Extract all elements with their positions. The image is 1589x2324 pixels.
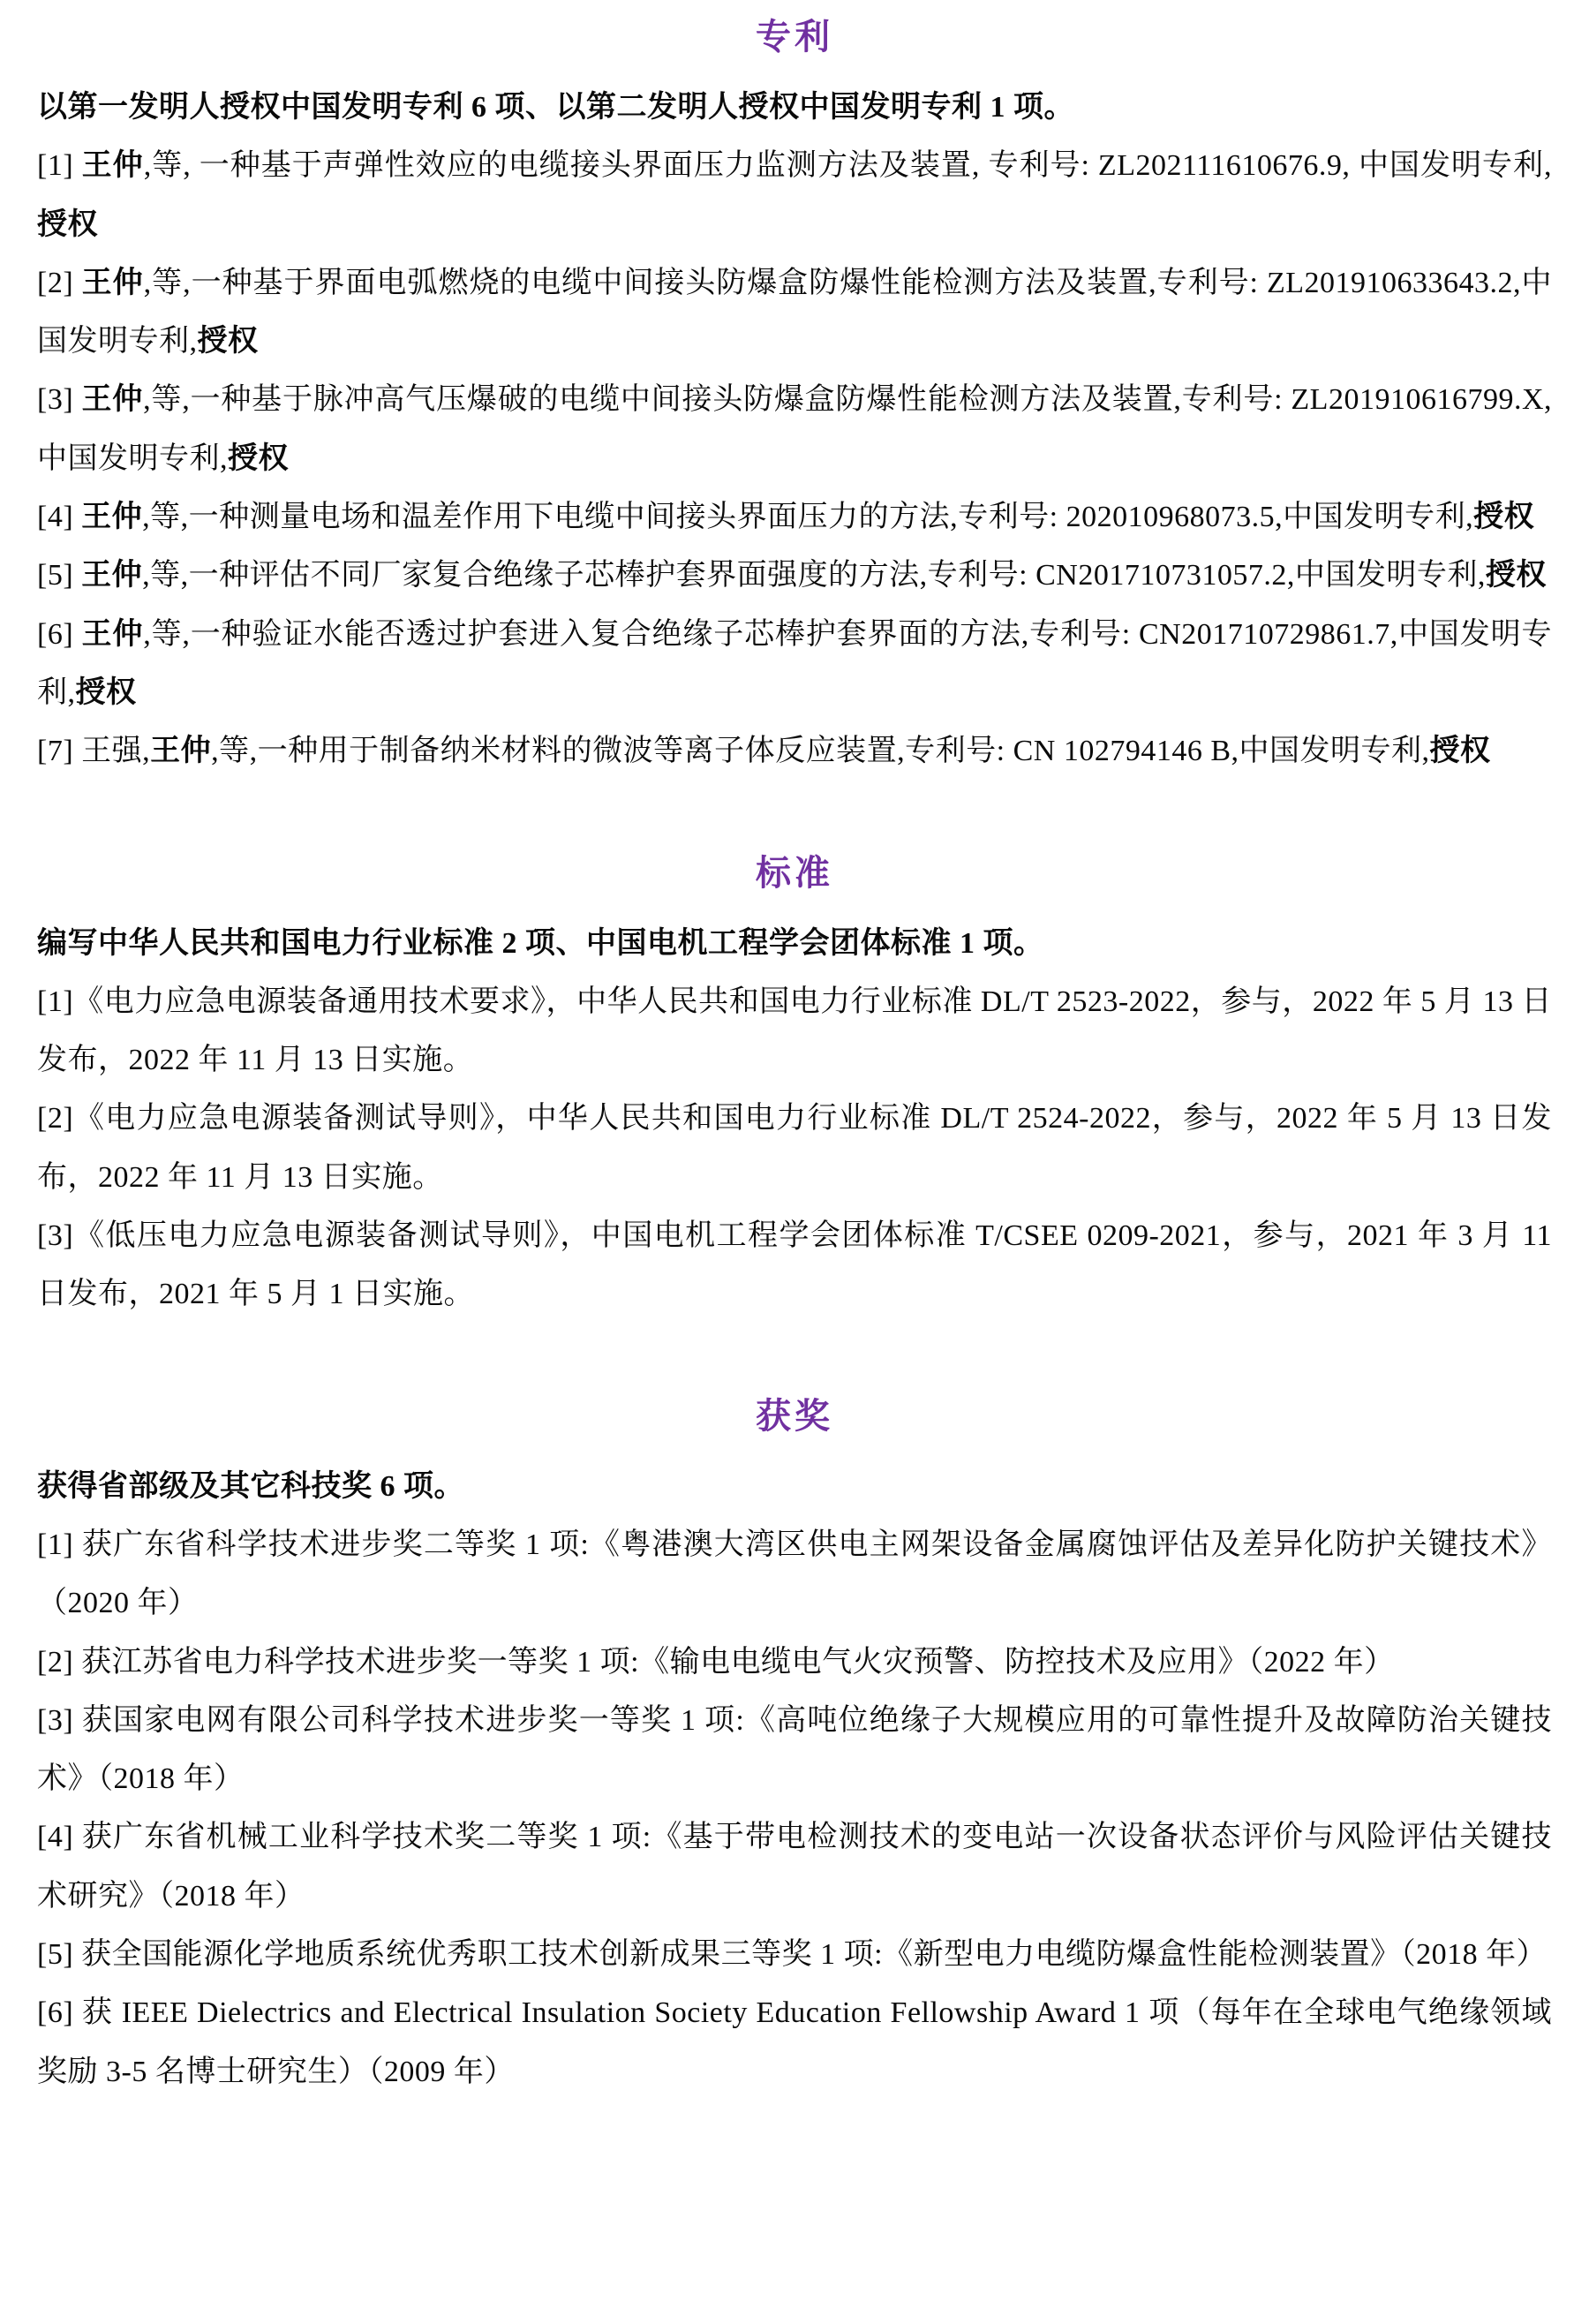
patents-entry-7 (37, 722, 1552, 781)
section-patents (37, 9, 1552, 781)
patents-entry-2 (37, 254, 1552, 372)
section-intro-patents: 以第一发明人授权中国发明专利 6 项、以第二发明人授权中国发明专利 1 项。 (37, 91, 1074, 124)
section-awards (37, 1388, 1552, 2101)
entry-text: [3] 获国家电网有限公司科学技术进步奖一等奖 1 项:《高吨位绝缘子大规模应用的可靠性提升及故障防治关键技术》（2018 年） (37, 1703, 1552, 1796)
section-heading-awards: 获奖 (756, 1395, 833, 1436)
patents-entry-3 (37, 371, 1552, 488)
entry-text: [6] (37, 617, 82, 651)
entry-text-bold: 王仲 (81, 383, 144, 417)
entry-text-bold: 授权 (1429, 735, 1491, 768)
awards-entry-1 (37, 1516, 1552, 1634)
entry-text-bold: 授权 (1485, 559, 1547, 592)
entry-text: ,等, 一种基于声弹性效应的电缆接头界面压力监测方法及装置, 专利号: ZL202111610676.9, 中国发明专利, (143, 149, 1552, 183)
entry-text-bold: 王仲 (81, 559, 143, 592)
entry-text-bold: 授权 (37, 208, 98, 241)
patents-entry-4 (37, 488, 1552, 547)
entry-text-bold: 授权 (228, 441, 289, 475)
entry-text: ,等,一种基于脉冲高气压爆破的电缆中间接头防爆盒防爆性能检测方法及装置,专利号: ZL201910616799.X,中国发明专利, (37, 383, 1552, 475)
entry-text-bold: 王仲 (81, 501, 143, 534)
entry-text: [6] 获 IEEE Dielectrics and Electrical Insulation Society Education Fellowship Award 1 项（每年在全球电气绝缘领域奖励 3-5 名博士研究生）（2009 年） (37, 1996, 1552, 2088)
entry-text-bold: 授权 (197, 325, 259, 358)
section-heading-patents: 专利 (756, 17, 833, 57)
entry-text: [2] (37, 266, 82, 299)
patents-entry-5 (37, 547, 1552, 605)
entry-text-bold: 授权 (75, 675, 137, 709)
standards-entry-2 (37, 1090, 1552, 1207)
entry-text: [1] 获广东省科学技术进步奖二等奖 1 项:《粤港澳大湾区供电主网架设备金属腐蚀评估及差异化防护关键技术》（2020 年） (37, 1528, 1552, 1620)
section-standards (37, 845, 1552, 1324)
patents-entry-6 (37, 606, 1552, 723)
entry-text: [3]《低压电力应急电源装备测试导则》，中国电机工程学会团体标准 T/CSEE 0209-2021，参与，2021 年 3 月 11 日发布，2021 年 5 月 1 日实施。 (37, 1219, 1552, 1311)
entry-text-bold: 授权 (1473, 501, 1535, 534)
entry-text: [7] 王强, (37, 735, 151, 768)
entry-text-bold: 王仲 (81, 266, 144, 299)
standards-entry-1 (37, 973, 1552, 1090)
entry-text: ,等,一种用于制备纳米材料的微波等离子体反应装置,专利号: CN 102794146 B,中国发明专利, (211, 735, 1430, 768)
entry-text: [4] (37, 501, 82, 534)
entry-text: [4] 获广东省机械工业科学技术奖二等奖 1 项:《基于带电检测技术的变电站一次设备状态评价与风险评估关键技术研究》（2018 年） (37, 1821, 1552, 1913)
entry-text: ,等,一种验证水能否透过护套进入复合绝缘子芯棒护套界面的方法,专利号: CN201710729861.7,中国发明专利, (37, 617, 1552, 709)
awards-entry-2 (37, 1634, 1552, 1692)
awards-entry-3 (37, 1692, 1552, 1809)
entry-text: [1] (37, 149, 82, 183)
entry-text-bold: 王仲 (150, 735, 212, 768)
standards-entry-3 (37, 1207, 1552, 1324)
entry-text: ,等,一种测量电场和温差作用下电缆中间接头界面压力的方法,专利号: 202010968073.5,中国发明专利, (142, 501, 1474, 534)
awards-entry-5 (37, 1926, 1552, 1984)
section-intro-awards: 获得省部级及其它科技奖 6 项。 (37, 1469, 464, 1503)
entry-text: [2]《电力应急电源装备测试导则》，中华人民共和国电力行业标准 DL/T 2524-2022，参与，2022 年 5 月 13 日发布，2022 年 11 月 13 日实施。 (37, 1102, 1552, 1194)
entry-text: [1]《电力应急电源装备通用技术要求》，中华人民共和国电力行业标准 DL/T 2523-2022，参与，2022 年 5 月 13 日发布，2022 年 11 月 13 日实施。 (37, 985, 1552, 1077)
awards-entry-6 (37, 1984, 1552, 2101)
section-intro-standards: 编写中华人民共和国电力行业标准 2 项、中国电机工程学会团体标准 1 项。 (37, 926, 1044, 960)
entry-text-bold: 王仲 (81, 149, 144, 183)
patents-entry-1 (37, 137, 1552, 254)
entry-text-bold: 王仲 (81, 617, 144, 651)
entry-text: [2] 获江苏省电力科学技术进步奖一等奖 1 项:《输电电缆电气火灾预警、防控技术及应用》（2022 年） (37, 1645, 1395, 1679)
entry-text: ,等,一种基于界面电弧燃烧的电缆中间接头防爆盒防爆性能检测方法及装置,专利号: ZL201910633643.2,中国发明专利, (37, 266, 1553, 358)
entry-text: [5] (37, 559, 82, 592)
entry-text: [3] (37, 383, 82, 417)
awards-entry-4 (37, 1808, 1552, 1926)
section-heading-standards: 标准 (756, 852, 833, 893)
entry-text: ,等,一种评估不同厂家复合绝缘子芯棒护套界面强度的方法,专利号: CN201710731057.2,中国发明专利, (142, 559, 1486, 592)
entry-text: [5] 获全国能源化学地质系统优秀职工技术创新成果三等奖 1 项:《新型电力电缆防爆盒性能检测装置》（2018 年） (37, 1938, 1548, 1972)
